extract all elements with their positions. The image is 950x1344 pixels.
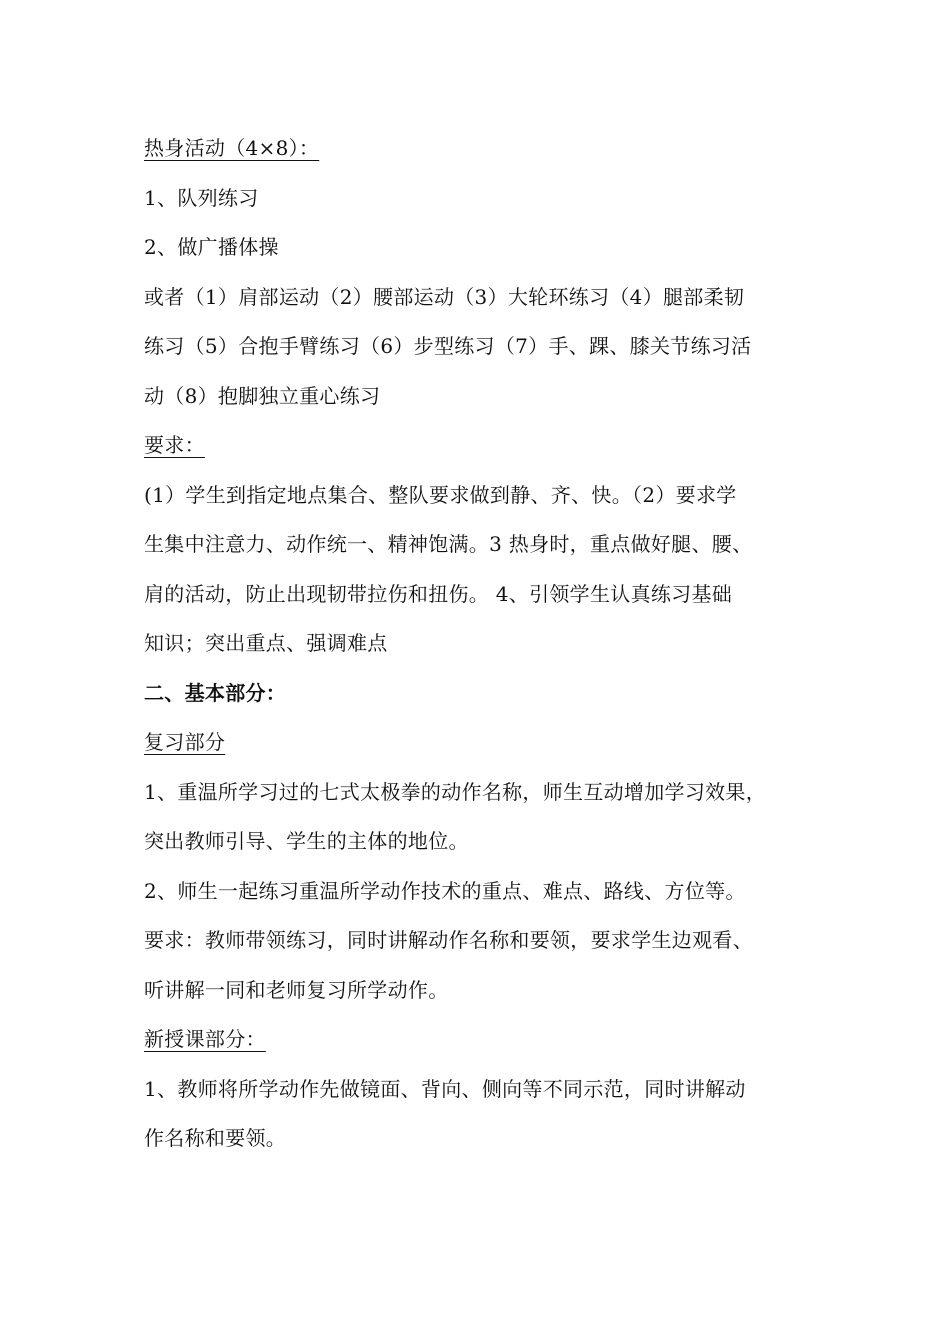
requirements-heading-line	[144, 421, 824, 471]
review-line: 2、师生一起练习重温所学动作技术的重点、难点、路线、方位等。	[144, 878, 746, 903]
warmup-alternative-line: 动（8）抱脚独立重心练习	[144, 383, 381, 408]
warmup-alternative-line: 练习（5）合抱手臂练习（6）步型练习（7）手、踝、膝关节练习活	[144, 334, 752, 358]
requirements-line: 肩的活动，防止出现韧带拉伤和扭伤。 4、引领学生认真练习基础	[144, 581, 733, 606]
requirements-line: (1）学生到指定地点集合、整队要求做到静、齐、快。（2）要求学	[144, 482, 737, 507]
review-line: 突出教师引导、学生的主体的地位。	[144, 829, 469, 853]
review-heading: 复习部分	[144, 730, 226, 754]
warmup-item: 2、做广播体操	[144, 235, 279, 259]
warmup-alternative-line: 或者（1）肩部运动（2）腰部运动（3）大轮环练习（4）腿部柔韧	[144, 284, 745, 309]
new-lesson-heading-line	[144, 1015, 824, 1065]
review-line: 听讲解一同和老师复习所学动作。	[144, 977, 449, 1002]
requirements-line: 生集中注意力、动作统一、精神饱满。3 热身时，重点做好腿、腰、	[144, 532, 753, 556]
warmup-item: 1、队列练习	[144, 185, 259, 210]
requirements-line: 知识；突出重点、强调难点	[144, 631, 388, 655]
new-lesson-heading: 新授课部分：	[144, 1027, 266, 1051]
section-two-heading: 二、基本部分：	[144, 680, 287, 705]
document-body	[144, 124, 824, 1164]
warmup-heading-line	[144, 124, 824, 174]
new-lesson-line: 作名称和要领。	[144, 1126, 287, 1150]
warmup-heading: 热身活动（4×8）：	[144, 136, 320, 160]
new-lesson-line: 1、教师将所学动作先做镜面、背向、侧向等不同示范，同时讲解动	[144, 1076, 746, 1101]
review-line: 要求：教师带领练习，同时讲解动作名称和要领，要求学生边观看、	[144, 928, 753, 952]
review-heading-line	[144, 718, 824, 768]
requirements-heading: 要求：	[144, 433, 205, 457]
review-line: 1、重温所学习过的七式太极拳的动作名称，师生互动增加学习效果，	[144, 779, 767, 804]
